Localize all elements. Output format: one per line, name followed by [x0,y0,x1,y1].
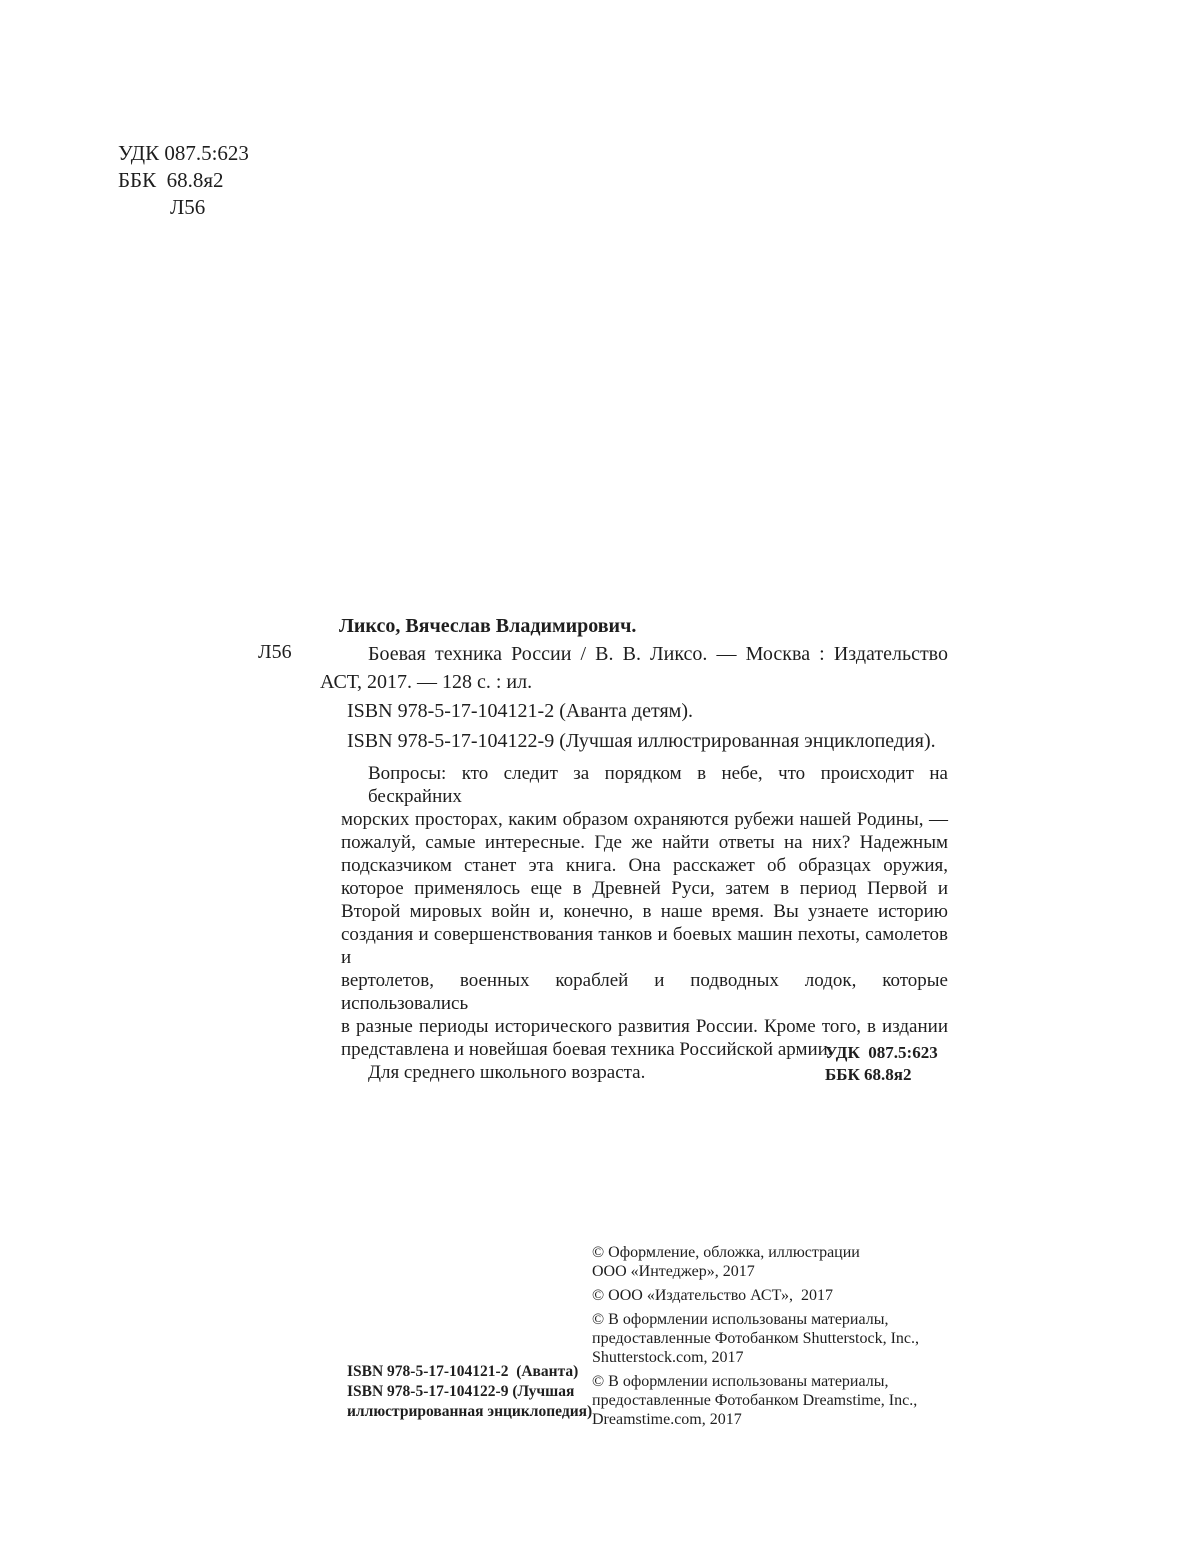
isbn-footer-block [347,1362,592,1422]
bbk-number-bold: ББК 68.8я2 [825,1065,912,1084]
title-statement-line-1: Боевая техника России / В. В. Ликсо. — Москва : Издательство [368,643,948,665]
copyright-line: ООО «Интеджер», 2017 [592,1263,755,1280]
catalog-margin-code: Л56 [258,641,292,663]
copyright-line: © В оформлении использованы материалы, [592,1311,889,1328]
bbk-number: ББК 68.8я2 [118,168,224,192]
classification-top-block [118,140,249,221]
title-statement-line-2: АСТ, 2017. — 128 с. : ил. [320,671,533,693]
copyright-block [592,1243,964,1434]
annotation-line: подсказчиком станет эта книга. Она расскажет об образцах оружия, [341,855,948,876]
annotation-line: пожалуй, самые интересные. Где же найти ответы на них? Надежным [341,832,948,853]
copyright-entry-dreamstime [592,1372,964,1429]
copyright-line: предоставленные Фотобанком Shutterstock, Inc., [592,1330,920,1347]
isbn-footer-line: ISBN 978-5-17-104122-9 (Лучшая [347,1383,575,1400]
isbn-line-encyclopedia: ISBN 978-5-17-104122-9 (Лучшая иллюстрированная энциклопедия). [347,730,936,752]
copyright-line: Shutterstock.com, 2017 [592,1349,744,1366]
copyright-line: Dreamstime.com, 2017 [592,1411,742,1428]
isbn-card-block [347,700,936,752]
isbn-footer-line: ISBN 978-5-17-104121-2 (Аванта) [347,1363,579,1380]
udk-number-bold: УДК 087.5:623 [825,1043,938,1062]
author-heading: Ликсо, Вячеслав Владимирович. [339,615,637,637]
isbn-line-avanta: ISBN 978-5-17-104121-2 (Аванта детям). [347,700,693,722]
classification-right-block [825,1042,938,1086]
audience-note: Для среднего школьного возраста. [368,1062,646,1083]
copyright-line: © Оформление, обложка, иллюстрации [592,1244,860,1261]
annotation-line: создания и совершенствования танков и боевых машин пехоты, самолетов и [341,924,948,968]
annotation-line: Второй мировых войн и, конечно, в наше время. Вы узнаете историю [341,901,948,922]
isbn-footer-line: иллюстрированная энциклопедия) [347,1403,593,1420]
annotation-line: морских просторах, каким образом охраняются рубежи нашей Родины, — [341,809,948,830]
copyright-line: предоставленные Фотобанком Dreamstime, Inc., [592,1392,918,1409]
udk-number: УДК 087.5:623 [118,141,249,165]
copyright-line: © В оформлении использованы материалы, [592,1373,889,1390]
annotation-line: представлена и новейшая боевая техника Российской армии. [341,1039,833,1060]
copyright-entry-design [592,1243,964,1281]
author-sign-code: Л56 [170,195,206,219]
annotation-line: Вопросы: кто следит за порядком в небе, что происходит на бескрайних [368,763,948,807]
annotation-line: в разные периоды исторического развития России. Кроме того, в издании [341,1016,948,1037]
catalog-card [320,612,948,696]
annotation-paragraph [341,762,948,1084]
copyright-entry-publisher [592,1286,964,1305]
annotation-line: вертолетов, военных кораблей и подводных лодок, которые использовались [341,970,948,1014]
copyright-entry-shutterstock [592,1310,964,1367]
annotation-line: которое применялось еще в Древней Руси, затем в период Первой и [341,878,948,899]
copyright-line: © ООО «Издательство АСТ», 2017 [592,1287,833,1304]
